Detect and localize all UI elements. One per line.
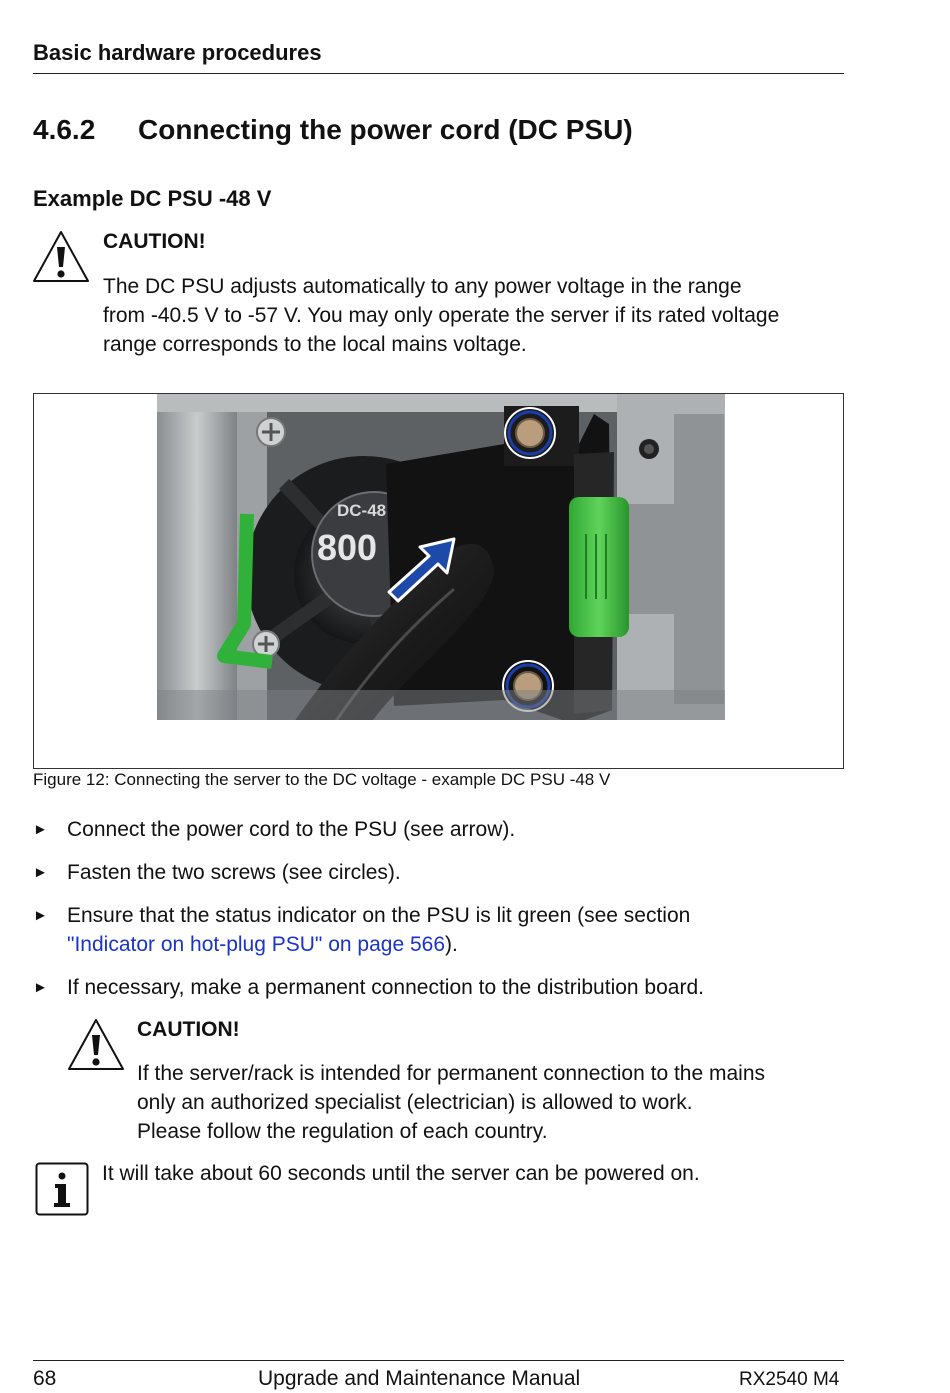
caution-title: CAUTION! (137, 1018, 240, 1041)
section-number: 4.6.2 (33, 114, 96, 145)
fan-label-line2: 800 (317, 527, 378, 568)
fan-label-line1: DC-48 (337, 501, 387, 520)
caution-text: The DC PSU adjusts automatically to any power voltage in the range from -40.5 V to -57 V. You may only operate the server if its rated voltage range corresponds to the local mains voltage. (103, 275, 780, 356)
bullet-arrow-icon: ► (33, 864, 48, 881)
caution-title: CAUTION! (103, 230, 206, 253)
example-subheading: Example DC PSU -48 V (33, 186, 272, 211)
bullet-arrow-icon: ► (33, 907, 48, 924)
figure-frame (33, 393, 844, 769)
figure-caption: Figure 12: Connecting the server to the DC voltage - example DC PSU -48 V (33, 770, 611, 789)
step-2: Fasten the two screws (see circles). (67, 861, 401, 884)
psu-photo (34, 394, 843, 768)
bullet-arrow-icon: ► (33, 979, 48, 996)
step-4: If necessary, make a permanent connection to the distribution board. (67, 976, 704, 999)
running-header: Basic hardware procedures (33, 40, 322, 65)
header-divider (33, 73, 844, 74)
warning-triangle-icon (66, 1017, 126, 1073)
bullet-arrow-icon: ► (33, 821, 48, 838)
manual-title: Upgrade and Maintenance Manual (258, 1367, 581, 1390)
info-icon (35, 1162, 89, 1216)
step-1: Connect the power cord to the PSU (see arrow). (67, 818, 516, 841)
footer-divider (33, 1360, 844, 1361)
indicator-page-link[interactable]: "Indicator on hot-plug PSU" on page 566 (67, 933, 445, 956)
model-name: RX2540 M4 (739, 1369, 840, 1390)
caution-text: If the server/rack is intended for permanent connection to the mains only an authorized specialist (electrician) is allowed to work. Please follow the regulation of each country. (137, 1062, 766, 1143)
section-title: Connecting the power cord (DC PSU) (138, 114, 633, 145)
page-number: 68 (33, 1367, 57, 1390)
warning-triangle-icon (31, 229, 91, 285)
info-text: It will take about 60 seconds until the server can be powered on. (102, 1162, 700, 1185)
step-3: Ensure that the status indicator on the PSU is lit green (see section "Indicator on hot-plug PSU" on page 566). (67, 904, 691, 956)
